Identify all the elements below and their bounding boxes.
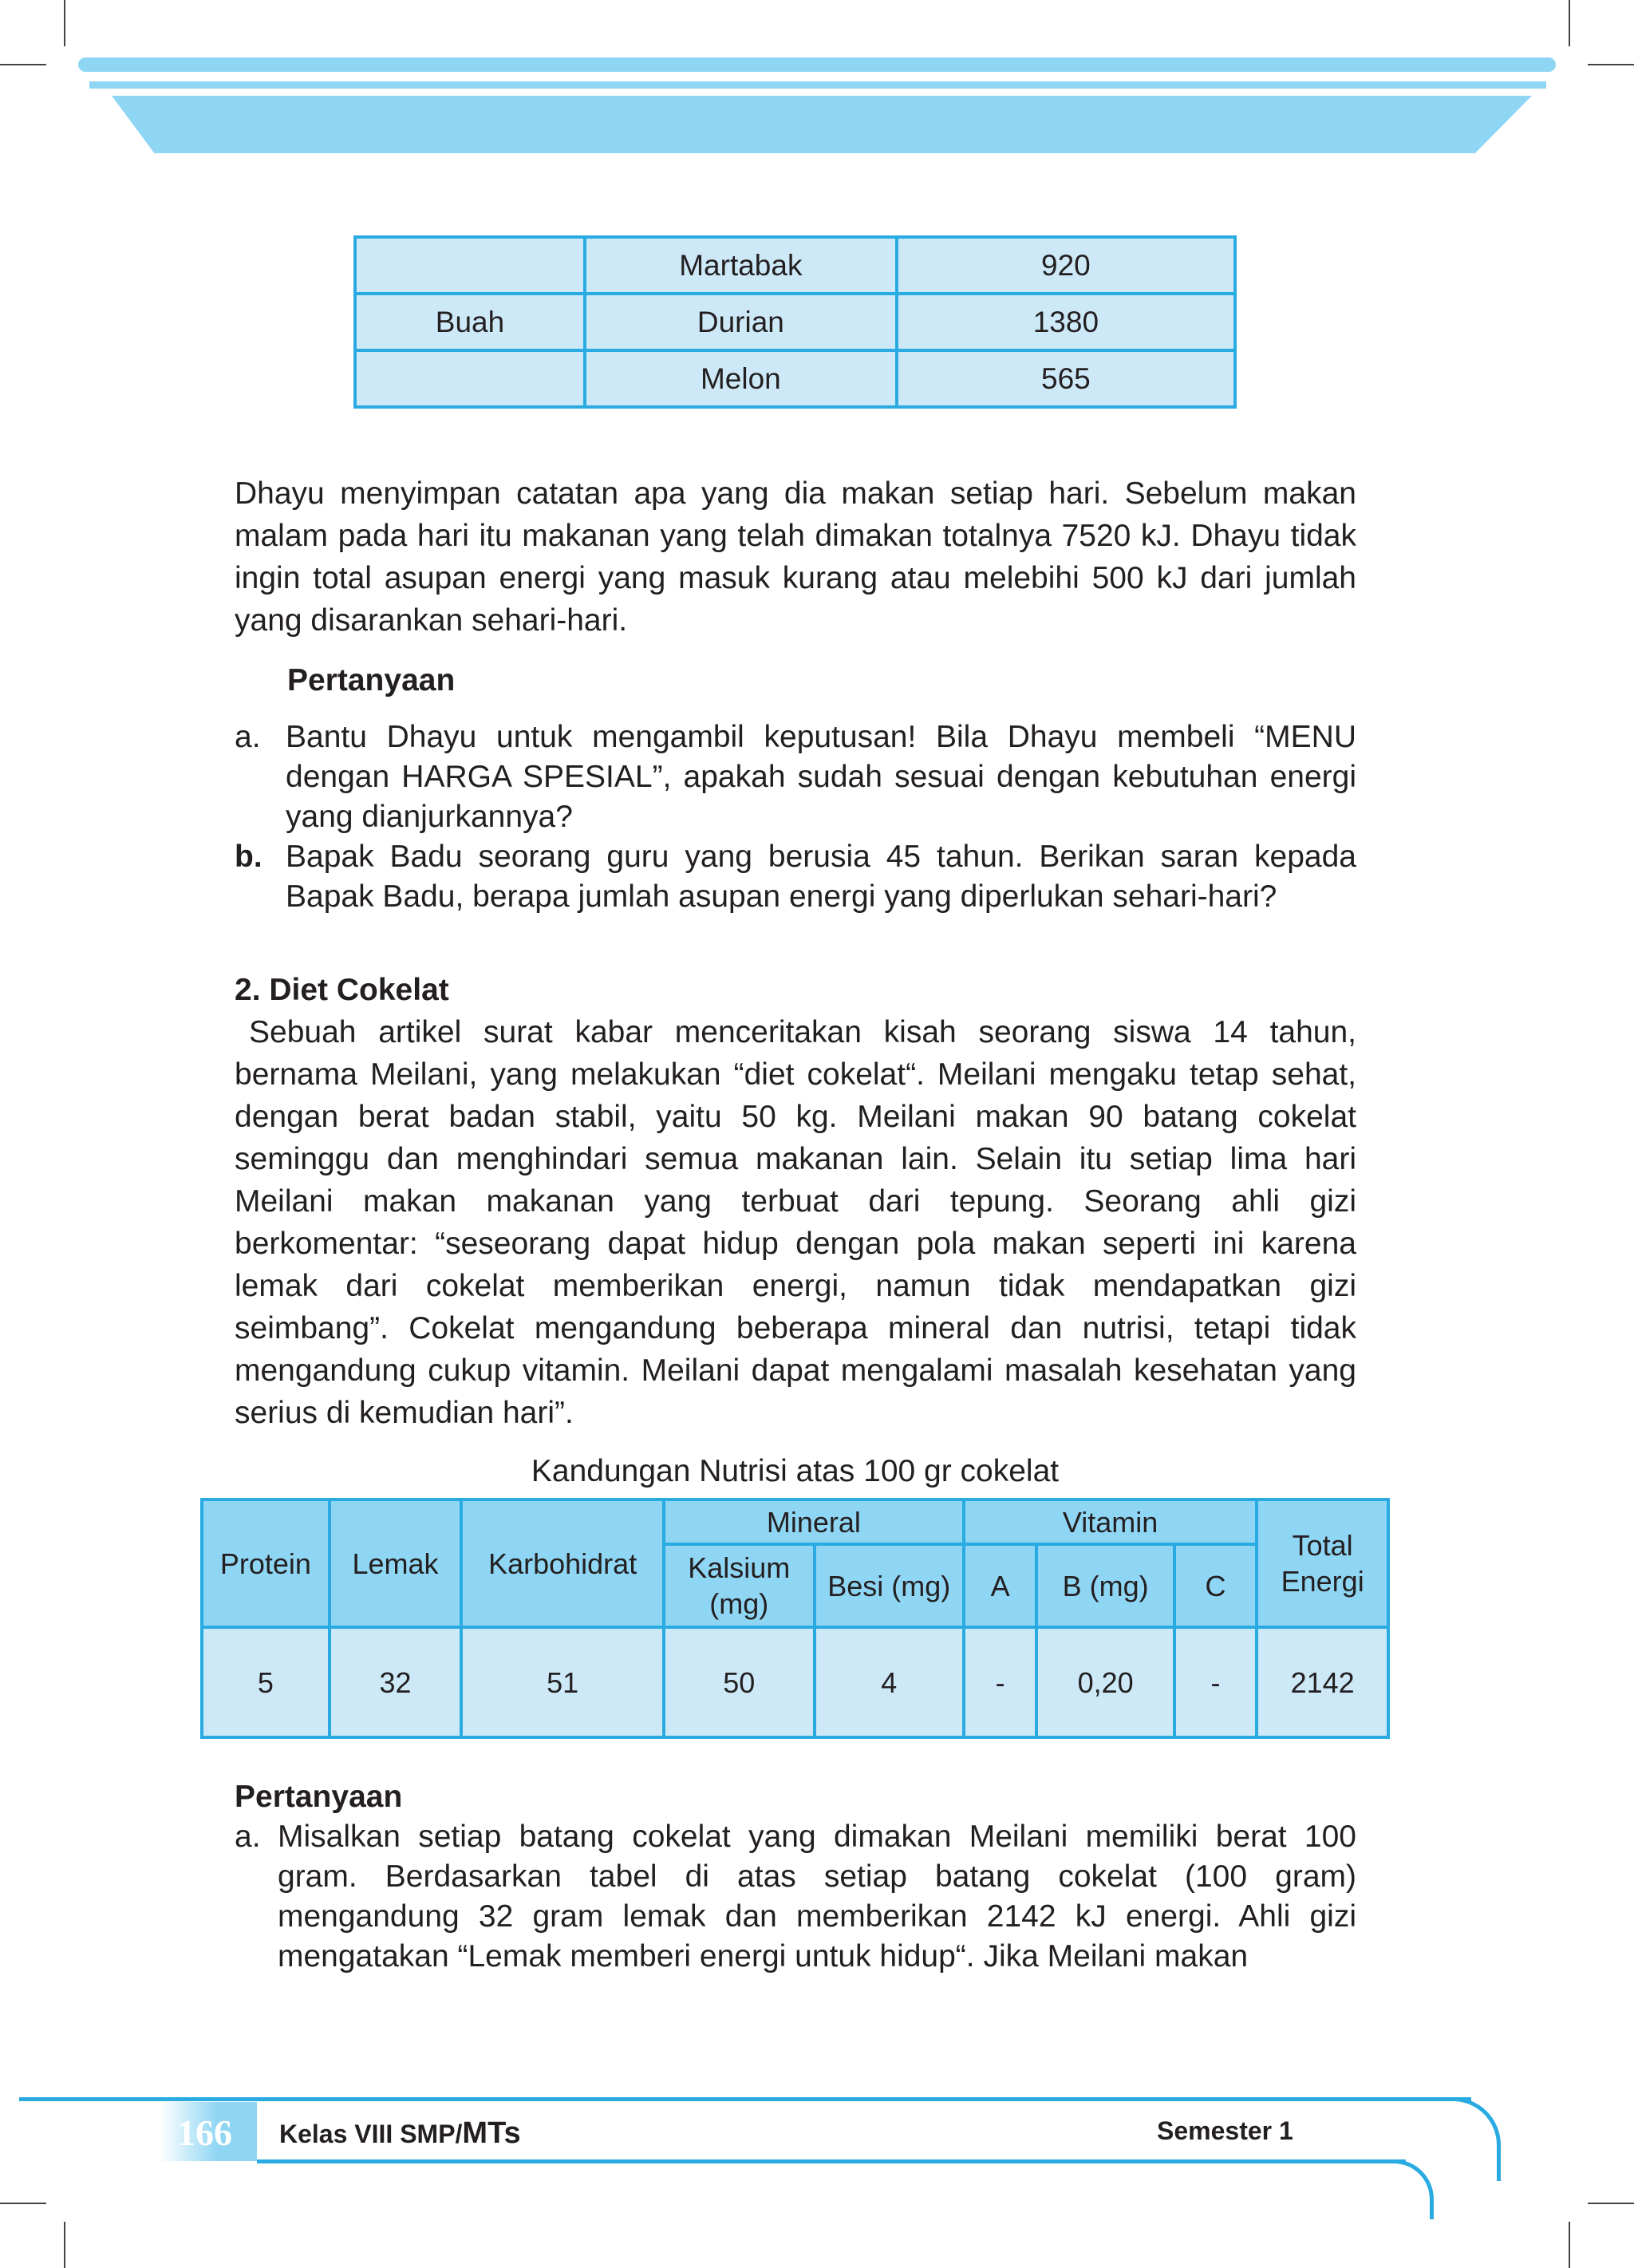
item-cell: Melon (585, 350, 897, 407)
category-cell (355, 237, 585, 294)
header-vitamin-a: A (964, 1544, 1037, 1627)
intro-paragraph: Dhayu menyimpan catatan apa yang dia makan setiap hari. Sebelum makan malam pada hari itu makanan yang telah dimakan totalnya 7520 kJ. Dhayu tidak ingin total asupan energi yang masuk kurang atau melebihi 500 kJ dari jumlah yang disarankan sehari-hari. (235, 476, 1356, 638)
mts-text: MTs (462, 2116, 521, 2150)
question-text: Misalkan setiap batang cokelat yang dimakan Meilani memiliki berat 100 gram. Berdasarkan tabel di atas setiap batang cokelat (100 gram) mengandung 32 gram lemak dan memberikan 2142 kJ energi. Ahli gizi mengatakan “Lemak memberi energi untuk hidup“. Jika Meilani makan (278, 1820, 1356, 1974)
value-lemak: 32 (330, 1627, 462, 1737)
header-band (112, 96, 1532, 153)
question-item (235, 1817, 1356, 1977)
table-header-row (202, 1499, 1388, 1544)
section-paragraph: Sebuah artikel surat kabar menceritakan kisah seorang siswa 14 tahun, bernama Meilani, yang melakukan “diet cokelat“. Meilani mengaku tetap sehat, dengan berat badan stabil, yaitu 50 kg. Meilani makan 90 batang cokelat seminggu dan menghindari semua makanan lain. Selain itu setiap lima hari Meilani makan makanan yang terbuat dari tepung. Seorang ahli gizi berkomentar: “seseorang dapat hidup dengan pola makan seperti ini karena lemak dari cokelat memberikan energi, namun tidak mendapatkan gizi seimbang”. Cokelat mengandung beberapa mineral dan nutrisi, tetapi tidak mengandung cukup vitamin. Meilani dapat mengalami masalah kesehatan yang serius di kemudian hari”. (235, 1015, 1356, 1430)
food-energy-table (353, 235, 1237, 409)
header-vitamin: Vitamin (964, 1499, 1257, 1544)
energy-cell: 1380 (897, 294, 1235, 350)
value-karbohidrat: 51 (461, 1627, 664, 1737)
question-text: Bantu Dhayu untuk mengambil keputusan! Bila Dhayu membeli “MENU dengan HARGA SPESIAL”, apakah sudah sesuai dengan kebutuhan energi yang dianjurkannya? (286, 720, 1356, 834)
category-cell (355, 350, 585, 407)
crop-mark (64, 0, 65, 46)
header-vitamin-c: C (1174, 1544, 1257, 1627)
header-lemak: Lemak (330, 1499, 462, 1627)
energy-cell: 565 (897, 350, 1235, 407)
footer-line (19, 2097, 1471, 2101)
item-cell: Martabak (585, 237, 897, 294)
footer-curve (1428, 2097, 1501, 2181)
value-vitamin-b: 0,20 (1036, 1627, 1174, 1737)
question-item (235, 837, 1356, 917)
questions-heading: Pertanyaan (235, 1780, 403, 1814)
table-caption: Kandungan Nutrisi atas 100 gr cokelat (531, 1454, 1060, 1488)
header-protein: Protein (202, 1499, 330, 1627)
table-row (355, 237, 1235, 294)
header-mineral: Mineral (664, 1499, 964, 1544)
question-label: a. (235, 720, 261, 754)
question-label: a. (235, 1820, 261, 1854)
value-kalsium: 50 (664, 1627, 815, 1737)
category-cell: Buah (355, 294, 585, 350)
footer-curve (1366, 2159, 1434, 2219)
header-vitamin-b: B (mg) (1036, 1544, 1174, 1627)
crop-mark (1588, 2203, 1634, 2204)
table-row (355, 350, 1235, 407)
footer-line (257, 2159, 1406, 2163)
questions-heading: Pertanyaan (287, 663, 456, 697)
value-vitamin-c: - (1174, 1627, 1257, 1737)
value-vitamin-a: - (964, 1627, 1037, 1737)
crop-mark (0, 2203, 46, 2204)
value-total-energi: 2142 (1257, 1627, 1388, 1737)
header-kalsium: Kalsium (mg) (664, 1544, 815, 1627)
crop-mark (64, 2222, 65, 2268)
value-protein: 5 (202, 1627, 330, 1737)
header-besi: Besi (mg) (815, 1544, 964, 1627)
header-total-energi: Total Energi (1257, 1499, 1388, 1627)
header-stripe (89, 81, 1546, 89)
class-text: Kelas VIII SMP/ (279, 2120, 463, 2148)
nutrition-table (200, 1498, 1390, 1739)
crop-mark (1569, 0, 1570, 46)
energy-cell: 920 (897, 237, 1235, 294)
footer-class-label (279, 2116, 521, 2151)
item-cell: Durian (585, 294, 897, 350)
header-karbohidrat: Karbohidrat (461, 1499, 664, 1627)
header-stripe (78, 57, 1556, 72)
crop-mark (0, 64, 46, 65)
question-item (235, 717, 1356, 837)
table-row (355, 294, 1235, 350)
question-text: Bapak Badu seorang guru yang berusia 45 tahun. Berikan saran kepada Bapak Badu, berapa jumlah asupan energi yang diperlukan sehari-hari? (286, 840, 1356, 914)
crop-mark (1588, 64, 1634, 65)
value-besi: 4 (815, 1627, 964, 1737)
question-label: b. (235, 840, 262, 874)
section-heading: 2. Diet Cokelat (235, 973, 449, 1007)
page-number: 166 (177, 2112, 232, 2153)
footer-semester: Semester 1 (1157, 2116, 1293, 2145)
table-row (202, 1627, 1388, 1737)
crop-mark (1569, 2222, 1570, 2268)
